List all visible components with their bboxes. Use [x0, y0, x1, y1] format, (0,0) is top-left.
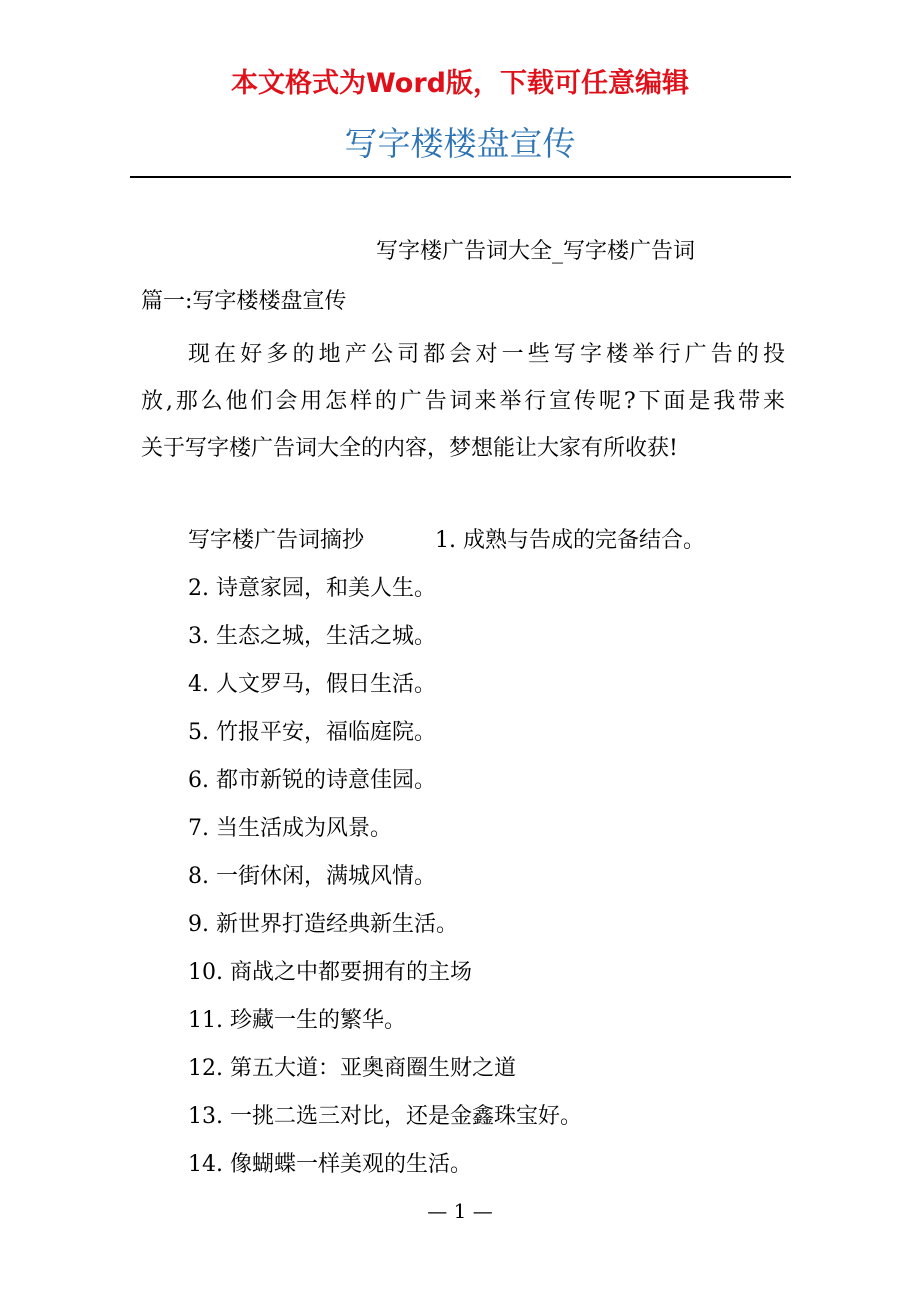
page-number: — 1 —: [427, 1199, 493, 1223]
list-item: 2. 诗意家园，和美人生。: [188, 576, 436, 601]
intro-paragraph: [141, 331, 785, 472]
slogan-list-first-row: [188, 523, 705, 571]
list-item: 10. 商战之中都要拥有的主场: [188, 960, 472, 985]
intro-line: 现在好多的地产公司都会对一些写字楼举行广告的投: [188, 342, 785, 367]
list-item: 1. 成熟与告成的完备结合。: [435, 528, 705, 553]
list-item: 5. 竹报平安，福临庭院。: [188, 720, 436, 745]
list-item: 14. 像蝴蝶一样美观的生活。: [188, 1152, 472, 1177]
list-item: 13. 一挑二选三对比，还是金鑫珠宝好。: [188, 1104, 582, 1129]
download-banner: 本文格式为Word版，下载可任意编辑: [230, 68, 689, 99]
list-item: 8. 一街休闲，满城风情。: [188, 864, 436, 889]
list-item: 3. 生态之城，生活之城。: [188, 624, 436, 649]
article-subtitle: 写字楼广告词大全_写字楼广告词: [376, 239, 696, 264]
intro-line: 关于写字楼广告词大全的内容，梦想能让大家有所收获!: [141, 436, 678, 461]
list-item: 11. 珍藏一生的繁华。: [188, 1008, 406, 1033]
list-item: 6. 都市新锐的诗意佳园。: [188, 768, 436, 793]
slogan-list-heading: 写字楼广告词摘抄: [188, 528, 365, 553]
title-divider: [130, 176, 791, 178]
list-item: 7. 当生活成为风景。: [188, 816, 392, 841]
section-heading: 篇一:写字楼楼盘宣传: [141, 289, 347, 314]
intro-line: 放,那么他们会用怎样的广告词来举行宣传呢?下面是我带来: [141, 389, 785, 414]
list-item: 4. 人文罗马，假日生活。: [188, 672, 436, 697]
list-item: 9. 新世界打造经典新生活。: [188, 912, 458, 937]
list-item: 12. 第五大道：亚奥商圈生财之道: [188, 1056, 516, 1081]
document-title: 写字楼楼盘宣传: [344, 124, 576, 163]
slogan-list: [188, 523, 705, 1195]
